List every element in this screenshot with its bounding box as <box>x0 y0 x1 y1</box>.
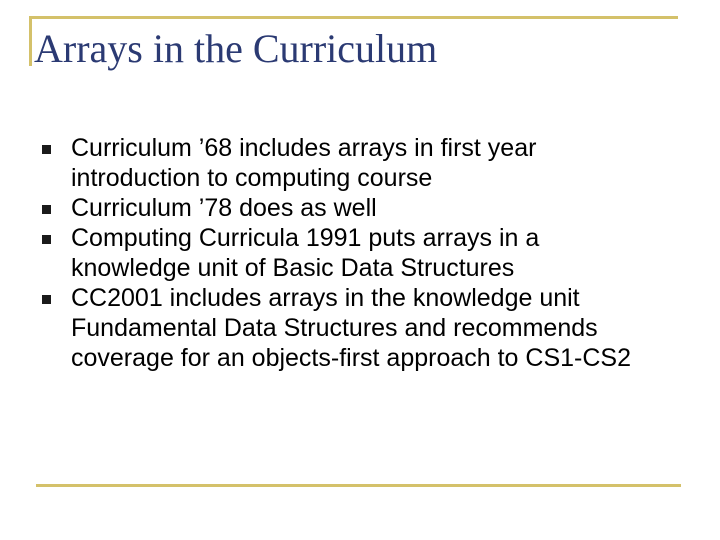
bullet-item <box>42 223 662 283</box>
footer-rule <box>36 484 681 487</box>
square-bullet-icon <box>42 205 51 214</box>
bullet-item <box>42 283 662 373</box>
bullet-text: Curriculum ’68 includes arrays in first year introduction to computing course <box>71 134 537 192</box>
square-bullet-icon <box>42 145 51 154</box>
bullet-text: Computing Curricula 1991 puts arrays in a knowledge unit of Basic Data Structures <box>71 224 540 282</box>
bullet-list <box>42 133 662 373</box>
title-left-rule <box>29 16 32 66</box>
title-top-rule <box>29 16 678 19</box>
slide-title: Arrays in the Curriculum <box>34 26 438 71</box>
bullet-text: Curriculum ’78 does as well <box>71 194 377 222</box>
bullet-item <box>42 193 662 223</box>
bullet-item <box>42 133 662 193</box>
square-bullet-icon <box>42 295 51 304</box>
bullet-text: CC2001 includes arrays in the knowledge unit Fundamental Data Structures and recommends coverage for an objects-first approach to CS1-CS2 <box>71 284 631 372</box>
square-bullet-icon <box>42 235 51 244</box>
